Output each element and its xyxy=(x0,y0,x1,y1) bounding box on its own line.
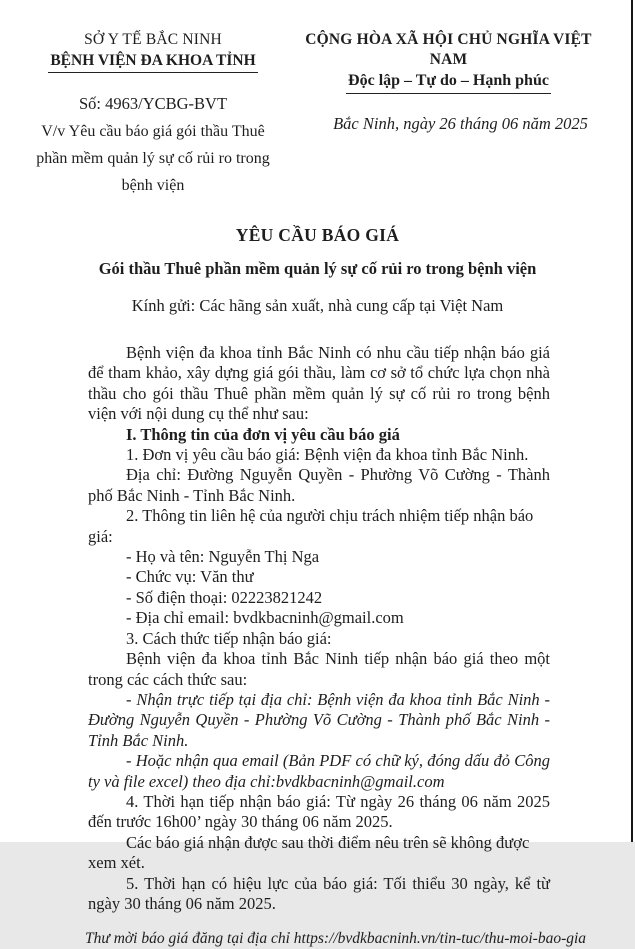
item-3-method-email: - Hoặc nhận qua email (Bản PDF có chữ ký, đóng dấu đỏ Công ty và file excel) theo địa chỉ:bvdkbacninh@gmail.com xyxy=(88,751,550,791)
org-name xyxy=(14,50,292,73)
place-date-line: Bắc Ninh, ngày 26 tháng 06 năm 2025 xyxy=(333,114,588,133)
document-body xyxy=(0,343,635,914)
item-3-heading: 3. Cách thức tiếp nhận báo giá: xyxy=(126,628,332,648)
item-1-unit: 1. Đơn vị yêu cầu báo giá: Bệnh viện đa khoa tỉnh Bắc Ninh. xyxy=(126,445,529,465)
contact-position: - Chức vụ: Văn thư xyxy=(126,567,254,587)
national-motto xyxy=(292,70,605,94)
contact-phone: - Số điện thoại: 02223821242 xyxy=(126,587,323,607)
document-title: YÊU CẦU BÁO GIÁ xyxy=(235,225,400,245)
item-1-address: Địa chỉ: Đường Nguyễn Quyền - Phường Võ Cường - Thành phố Bắc Ninh - Tỉnh Bắc Ninh. xyxy=(88,465,550,505)
item-4-note: Các báo giá nhận được sau thời điểm nêu trên sẽ không được xem xét. xyxy=(88,832,530,873)
paragraph-intro: Bệnh viện đa khoa tỉnh Bắc Ninh có nhu cầu tiếp nhận báo giá để tham khảo, xây dựng giá gói thầu, làm cơ sở tổ chức lựa chọn nhà thầu cho gói thầu Thuê phần mềm quản lý sự cố rủi ro trong bệnh viện với nội dung cụ thể như sau: xyxy=(88,343,550,424)
document-header xyxy=(0,0,635,199)
national-title: CỘNG HÒA XÃ HỘI CHỦ NGHĨA VIỆT NAM xyxy=(305,31,592,68)
issuing-org-block xyxy=(0,30,292,199)
item-5-validity: 5. Thời hạn có hiệu lực của báo giá: Tối thiểu 30 ngày, kể từ ngày 30 tháng 06 năm 2025. xyxy=(88,873,550,913)
document-number: Số: 4963/YCBG-BVT xyxy=(78,94,228,113)
contact-name: - Họ và tên: Nguyễn Thị Nga xyxy=(126,547,320,567)
national-motto-block xyxy=(292,30,635,199)
salutation-line: Kính gửi: Các hãng sản xuất, nhà cung cấp tại Việt Nam xyxy=(131,296,504,315)
item-3-method-direct: - Nhận trực tiếp tại địa chỉ: Bệnh viện đa khoa tỉnh Bắc Ninh - Đường Nguyễn Quyền - Phường Võ Cường - Thành phố Bắc Ninh - Tỉnh Bắc Ninh. xyxy=(88,689,550,750)
footnote-link-line: Thư mời báo giá đăng tại địa chỉ https://bvdkbacninh.vn/tin-tuc/thu-moi-bao-gia xyxy=(85,930,587,948)
national-motto-underlined: Độc lập – Tự do – Hạnh phúc xyxy=(346,70,551,94)
document-subject: V/v Yêu cầu báo giá gói thầu Thuê phần mềm quản lý sự cố rủi ro trong bệnh viện xyxy=(36,123,270,194)
item-2-contact-heading: 2. Thông tin liên hệ của người chịu trách nhiệm tiếp nhận báo giá: xyxy=(88,506,534,546)
contact-email: - Địa chỉ email: bvdkbacninh@gmail.com xyxy=(126,608,404,628)
item-4-deadline: 4. Thời hạn tiếp nhận báo giá: Từ ngày 26 tháng 06 năm 2025 đến trước 16h00’ ngày 30 tháng 06 năm 2025. xyxy=(88,791,550,832)
org-name-underlined: BỆNH VIỆN ĐA KHOA TỈNH xyxy=(48,50,257,73)
org-parent-name: SỞ Y TẾ BẮC NINH xyxy=(84,31,222,48)
scan-edge-line xyxy=(631,0,633,842)
section-heading-1: I. Thông tin của đơn vị yêu cầu báo giá xyxy=(126,424,400,444)
document-subtitle: Gói thầu Thuê phần mềm quản lý sự cố rủi ro trong bệnh viện xyxy=(98,259,537,278)
item-3-intro: Bệnh viện đa khoa tỉnh Bắc Ninh tiếp nhận báo giá theo một trong các cách thức sau: xyxy=(88,649,550,689)
